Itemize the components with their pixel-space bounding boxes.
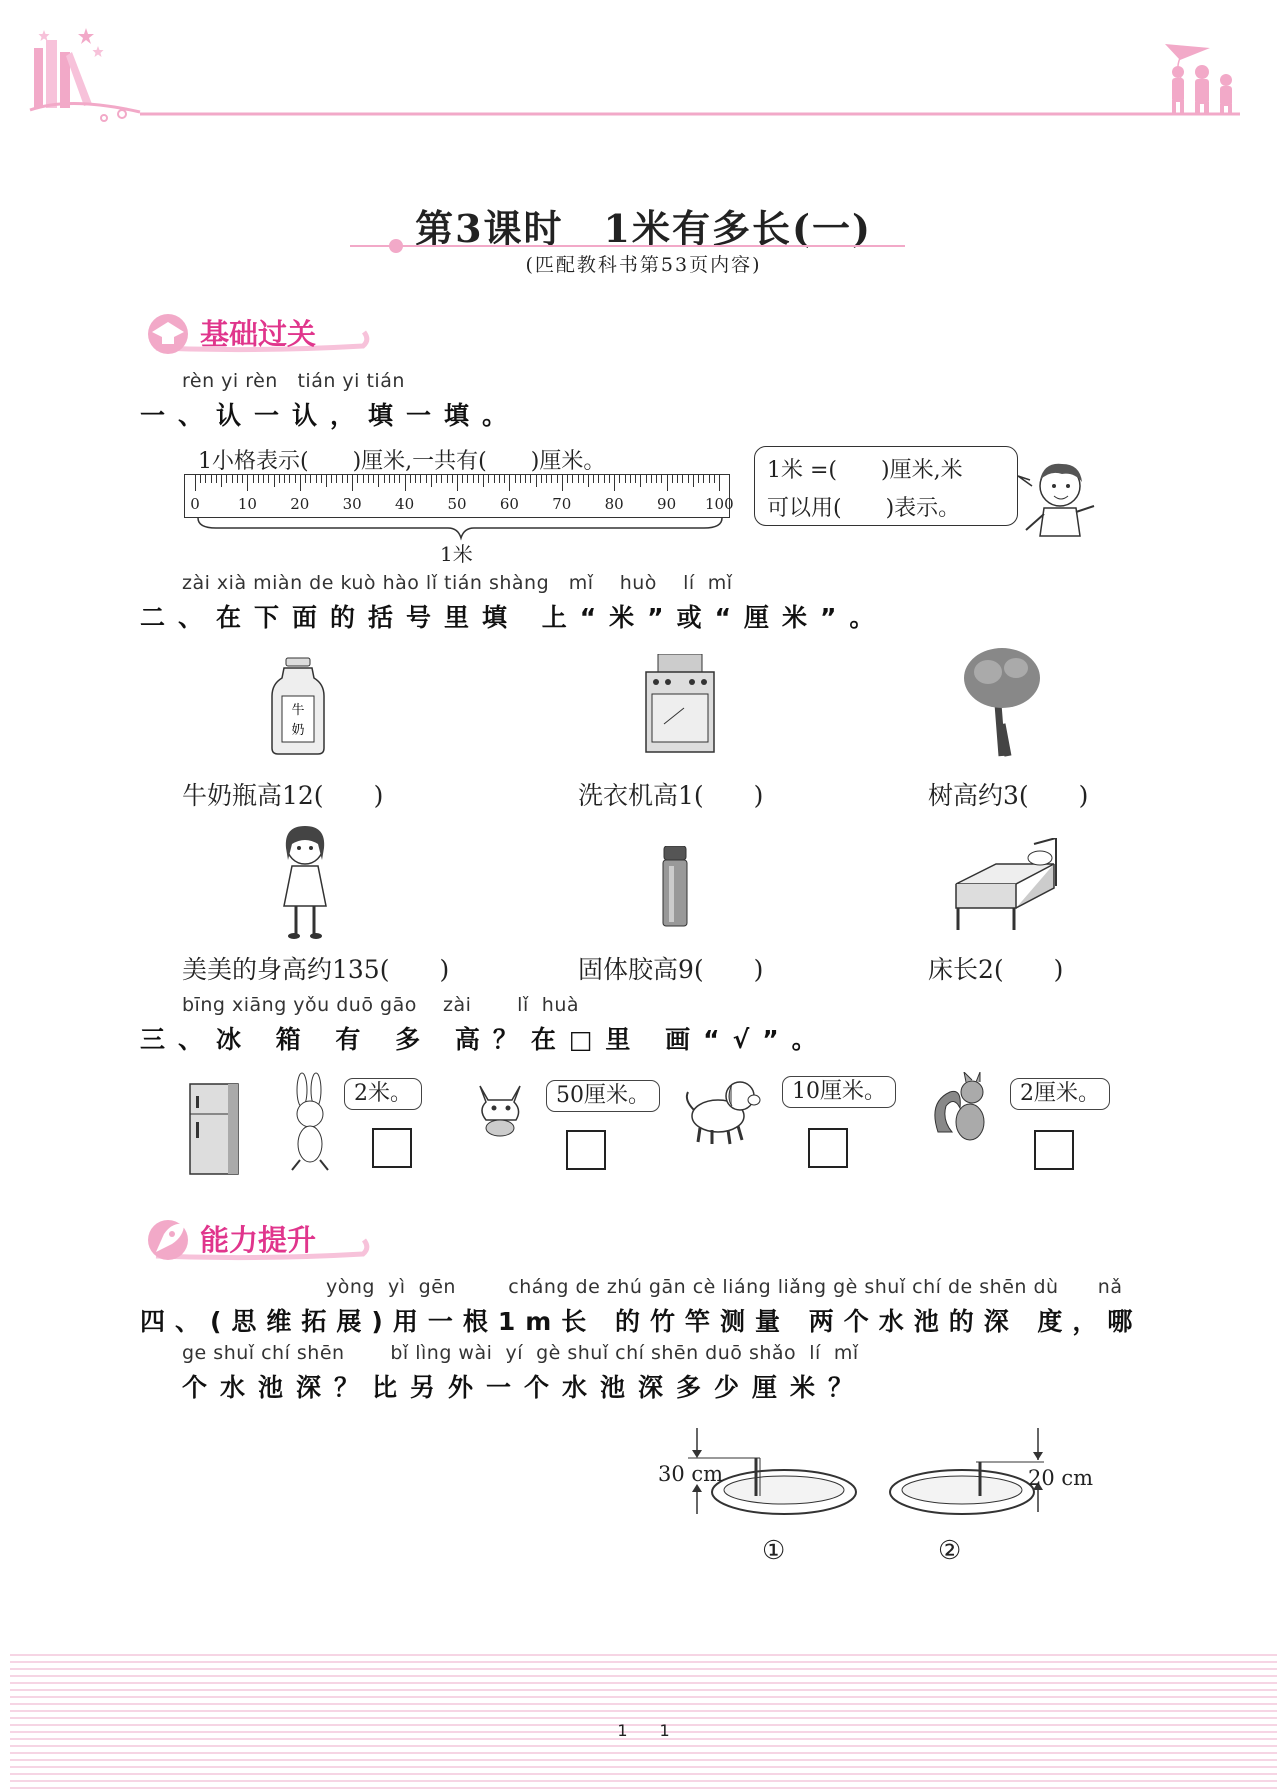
ruler-tick [520,475,521,483]
ruler-tick [405,475,406,491]
bed-icon [950,838,1060,934]
milk-label: 牛 [291,703,305,718]
pool-2-icon [890,1428,1044,1514]
ruler-label: 90 [657,495,677,513]
cat-icon [474,1076,526,1138]
ruler-tick [572,475,573,483]
ruler-tick [420,475,421,483]
squirrel-icon [928,1072,994,1146]
ruler-tick [394,475,395,483]
ruler-tick [593,475,594,483]
ruler-tick [321,475,322,483]
ruler-tick [703,475,704,483]
ruler-tick [378,475,379,487]
ruler-tick [672,475,673,483]
ruler-tick [221,475,222,487]
ruler-tick [488,475,489,483]
option-bubble-1: 2米。 [344,1078,422,1110]
ruler-tick [279,475,280,483]
ruler-tick [536,475,537,487]
ruler-tick [436,475,437,483]
q4-pinyin-2: ge shuǐ chí shēn bǐ lìng wài yí gè shuǐ chí shēn duō shǎo lí mǐ [182,1342,859,1364]
svg-text:奶: 奶 [291,723,305,738]
item-glue: 固体胶高9( ) [578,955,764,984]
ruler-tick [541,475,542,483]
ruler-tick [452,475,453,483]
ruler-tick [447,475,448,483]
ruler-tick [384,475,385,483]
ruler-tick [211,475,212,483]
ruler-tick [640,475,641,487]
ruler-tick [478,475,479,483]
item-milk: 牛奶瓶高12( ) [182,781,384,810]
ruler-tick [656,475,657,483]
ruler-tick [431,475,432,487]
ruler-tick [719,475,720,491]
ruler-tick [237,475,238,483]
ruler-label: 30 [342,495,362,513]
ruler-tick [305,475,306,483]
ruler-tick [494,475,495,483]
item-tree: 树高约3( ) [928,781,1089,810]
ruler-tick [504,475,505,483]
bubble-line-2: 可以用( )表示。 [767,496,961,521]
page-subtitle: (匹配教科书第53页内容) [525,254,762,276]
ruler-tick [635,475,636,483]
ruler-tick [525,475,526,483]
ruler-tick [253,475,254,483]
ruler-tick [578,475,579,483]
q3-question: 三、冰 箱 有 多 高？在□里 画“√”。 [140,1025,830,1054]
ruler-tick [336,475,337,483]
ruler-label: 70 [552,495,572,513]
ruler-tick [677,475,678,483]
boy-icon [1014,456,1104,540]
ruler-tick [630,475,631,483]
ruler-tick [530,475,531,483]
ruler-tick [499,475,500,483]
ruler-tick [326,475,327,487]
ruler-tick [588,475,589,487]
ruler-tick [289,475,290,483]
kids-kite-icon [1165,44,1232,114]
fridge-icon [188,1082,242,1176]
q3-pinyin: bīng xiāng yǒu duō gāo zài lǐ huà [182,994,580,1016]
ruler-tick [625,475,626,483]
ruler-tick [551,475,552,483]
ruler-tick [415,475,416,483]
header-decoration [0,0,1287,140]
option-bubble-4: 2厘米。 [1010,1078,1110,1110]
ruler-tick [688,475,689,483]
ruler-tick [441,475,442,483]
item-meimei: 美美的身高约135( ) [182,955,450,984]
ruler-tick [693,475,694,487]
ruler-label: 40 [395,495,415,513]
ruler-tick [614,475,615,491]
ruler-tick [604,475,605,483]
ruler-tick [357,475,358,483]
stove-icon [644,654,716,754]
ruler-tick [410,475,411,483]
ruler-tick [373,475,374,483]
ruler-tick [646,475,647,483]
ruler-label: 50 [447,495,467,513]
ruler-tick [709,475,710,483]
pool-1-depth-label: 30 cm [658,1462,724,1486]
girl-icon [276,822,334,940]
ruler-tick [462,475,463,483]
dog-icon [682,1070,764,1146]
ruler-tick [557,475,558,483]
ruler-tick [258,475,259,483]
books-ornament-icon [30,28,140,121]
checkbox-option-3[interactable] [808,1128,848,1168]
ruler-tick [661,475,662,483]
section-title-basic: 基础过关 [200,317,317,351]
ruler-tick [583,475,584,483]
ruler-tick [247,475,248,491]
ruler-label: 60 [499,495,519,513]
ruler-tick [682,475,683,483]
ruler-caption: 1小格表示( )厘米,一共有( )厘米。 [198,449,606,474]
q4-question-1: 四、(思维拓展)用一根1m长 的竹竿测量 两个水池的深 度，哪 [140,1307,1143,1336]
ruler-tick [598,475,599,483]
ruler-tick [457,475,458,491]
ruler-tick [242,475,243,483]
ruler-tick [389,475,390,483]
page-title: 第3课时 1米有多长(一) [415,206,872,251]
ruler-tick [368,475,369,483]
ruler-label: 100 [705,495,734,513]
ruler-tick [232,475,233,483]
ruler-brace-label: 1米 [440,542,473,566]
ruler-tick [515,475,516,483]
ruler-tick [426,475,427,483]
ruler-tick [274,475,275,487]
q4-pinyin-1: yòng yì gēn cháng de zhú gān cè liáng liǎng gè shuǐ chí de shēn dù nǎ [326,1276,1123,1298]
section-title-ability: 能力提升 [200,1223,317,1257]
ruler-tick [483,475,484,487]
ruler-tick [609,475,610,483]
bubble-line-1: 1米 =( )厘米,米 [767,458,963,483]
ruler-tick [300,475,301,491]
ruler-tick [698,475,699,483]
ruler-tick [195,475,196,491]
ruler-label: 10 [237,495,257,513]
pool-2-number: ② [938,1536,962,1566]
ruler-label: 0 [190,495,200,513]
option-bubble-2: 50厘米。 [546,1080,660,1112]
ruler-tick [363,475,364,483]
checkbox-option-2[interactable] [566,1130,606,1170]
ruler-labels [185,495,734,515]
ruler-tick [216,475,217,483]
ruler-tick [263,475,264,483]
glue-stick-icon [660,846,690,928]
q4-question-2: 个水池深？比另外一个水池深多少厘米？ [182,1373,867,1402]
ruler-tick [352,475,353,491]
ruler-tick [226,475,227,483]
ruler [184,474,734,518]
ruler-tick [284,475,285,483]
ruler-tick [651,475,652,483]
ruler-tick [200,475,201,483]
checkbox-option-4[interactable] [1034,1130,1074,1170]
q1-question: 一、认一认，填一填。 [140,401,521,430]
ruler-tick [342,475,343,483]
ruler-tick [331,475,332,483]
pool-1-number: ① [762,1536,786,1566]
checkbox-option-1[interactable] [372,1128,412,1168]
rabbit-icon [284,1072,336,1172]
ruler-tick [310,475,311,483]
tree-icon [962,644,1044,758]
ruler-label: 20 [290,495,310,513]
ruler-tick [316,475,317,483]
pool-2-depth-label: 20 cm [1028,1466,1094,1490]
page-number: 1 1 [617,1721,670,1740]
ruler-tick [268,475,269,483]
ruler-label: 80 [604,495,624,513]
ruler-tick [347,475,348,483]
ruler-tick [562,475,563,491]
q1-speech-bubble [754,446,1018,526]
ruler-tick [399,475,400,483]
ruler-tick [619,475,620,483]
q1-pinyin: rèn yi rèn tián yi tián [182,370,405,392]
item-washer: 洗衣机高1( ) [578,781,764,810]
ruler-tick [295,475,296,483]
ruler-tick [567,475,568,483]
q2-pinyin: zài xià miàn de kuò hào lǐ tián shàng mǐ huò lí mǐ [182,572,733,594]
q2-question: 二、在下面的括号里填 上“米”或“厘米”。 [140,603,888,632]
ruler-tick [546,475,547,483]
ruler-tick [205,475,206,483]
option-bubble-3: 10厘米。 [782,1076,896,1108]
ruler-tick [714,475,715,483]
ruler-tick [467,475,468,483]
milk-bottle-icon [270,656,326,756]
ruler-tick [473,475,474,483]
ruler-tick [667,475,668,491]
item-bed: 床长2( ) [928,955,1064,984]
ruler-tick [509,475,510,491]
